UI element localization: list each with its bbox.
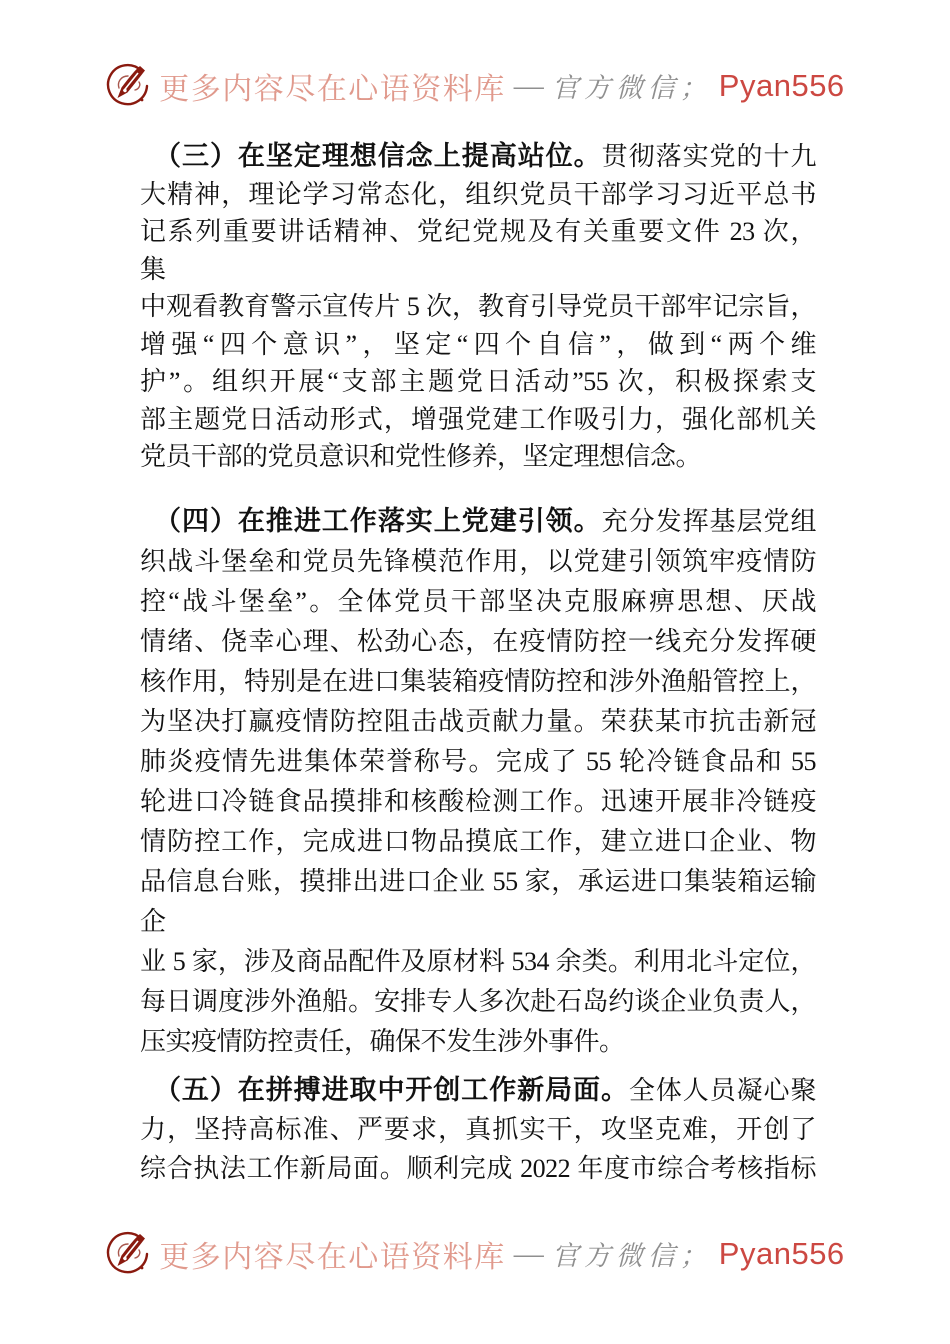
text-line: 核作用，特别是在进口集装箱疫情防控和涉外渔船管控上，	[140, 666, 816, 696]
paragraph-4	[140, 501, 816, 1062]
text-line: 党员干部的党员意识和党性修养，坚定理想信念。	[140, 442, 702, 471]
text-line: 情防控工作，完成进口物品摸底工作，建立进口企业、物	[140, 826, 816, 856]
text-line: 肺炎疫情先进集体荣誉称号。完成了 55 轮冷链食品和 55	[140, 746, 816, 776]
text-line: 品信息台账，摸排出进口企业 55 家，承运进口集装箱运输	[140, 866, 816, 896]
text-line: 增强“四个意识”，坚定“四个自信”，做到“两个维	[140, 329, 816, 359]
wechat-label: 官方微信；	[551, 73, 712, 103]
pen-nib-logo-icon	[105, 1230, 152, 1277]
text-line: 护”。组织开展“支部主题党日活动”55 次，积极探索支	[140, 367, 816, 396]
text-line: 部主题党日活动形式，增强党建工作吸引力，强化部机关	[140, 404, 816, 434]
em-dash: —	[513, 1236, 544, 1270]
wechat-label: 官方微信；	[551, 1241, 712, 1271]
brand-text: 更多内容尽在心语资料库	[159, 72, 506, 106]
text-line: 为坚决打赢疫情防控阻击战贡献力量。荣获某市抗击新冠	[140, 706, 816, 736]
text-line: 情绪、侥幸心理、松劲心态，在疫情防控一线充分发挥硬	[140, 626, 816, 656]
text-line: 记系列重要讲话精神、党纪党规及有关重要文件 23 次，	[140, 217, 816, 246]
text-line: 织战斗堡垒和党员先锋模范作用，以党建引领筑牢疫情防	[140, 546, 816, 576]
text-line: 压实疫情防控责任，确保不发生涉外事件。	[140, 1026, 625, 1056]
text-line: 轮进口冷链食品摸排和核酸检测工作。迅速开展非冷链疫	[140, 786, 816, 816]
text-line: 集	[140, 254, 166, 284]
text-line: 业 5 家，涉及商品配件及原材料 534 余类。利用北斗定位，	[140, 946, 816, 976]
text-line: 企	[140, 906, 166, 936]
em-dash: —	[513, 68, 544, 102]
text-line: 综合执法工作新局面。顺利完成 2022 年度市综合考核指标	[140, 1153, 816, 1183]
text-run: 贯彻落实党的十九	[601, 142, 816, 171]
text-line: 控“战斗堡垒”。全体党员干部坚决克服麻痹思想、厌战	[140, 586, 816, 616]
text-line	[140, 138, 816, 176]
text-line: 大精神，理论学习常态化，组织党员干部学习习近平总书	[140, 179, 816, 209]
wechat-id: Pyan556	[718, 1235, 845, 1271]
paragraph-5-heading: （五）在拼搏进取中开创工作新局面。	[154, 1074, 629, 1105]
text-run: 全体人员凝心聚	[628, 1075, 816, 1105]
pen-nib-logo-icon	[105, 62, 152, 109]
text-line: 每日调度涉外渔船。安排专人多次赴石岛约谈企业负责人，	[140, 986, 816, 1016]
page-footer	[0, 1230, 950, 1277]
paragraph-5	[140, 1071, 816, 1188]
wechat-id: Pyan556	[718, 67, 845, 103]
document-body	[140, 138, 816, 1188]
text-line: 力，坚持高标准、严要求，真抓实干，攻坚克难，开创了	[140, 1114, 816, 1144]
page-header	[0, 62, 950, 109]
text-line: 中观看教育警示宣传片 5 次，教育引导党员干部牢记宗旨，	[140, 292, 816, 321]
paragraph-3-heading: （三）在坚定理想信念上提高站位。	[154, 141, 602, 171]
text-line	[140, 1071, 816, 1110]
brand-text: 更多内容尽在心语资料库	[159, 1240, 506, 1274]
paragraph-4-heading: （四）在推进工作落实上党建引领。	[154, 505, 602, 536]
text-run: 充分发挥基层党组	[601, 506, 816, 536]
paragraph-3	[140, 138, 816, 476]
text-line	[140, 501, 816, 542]
